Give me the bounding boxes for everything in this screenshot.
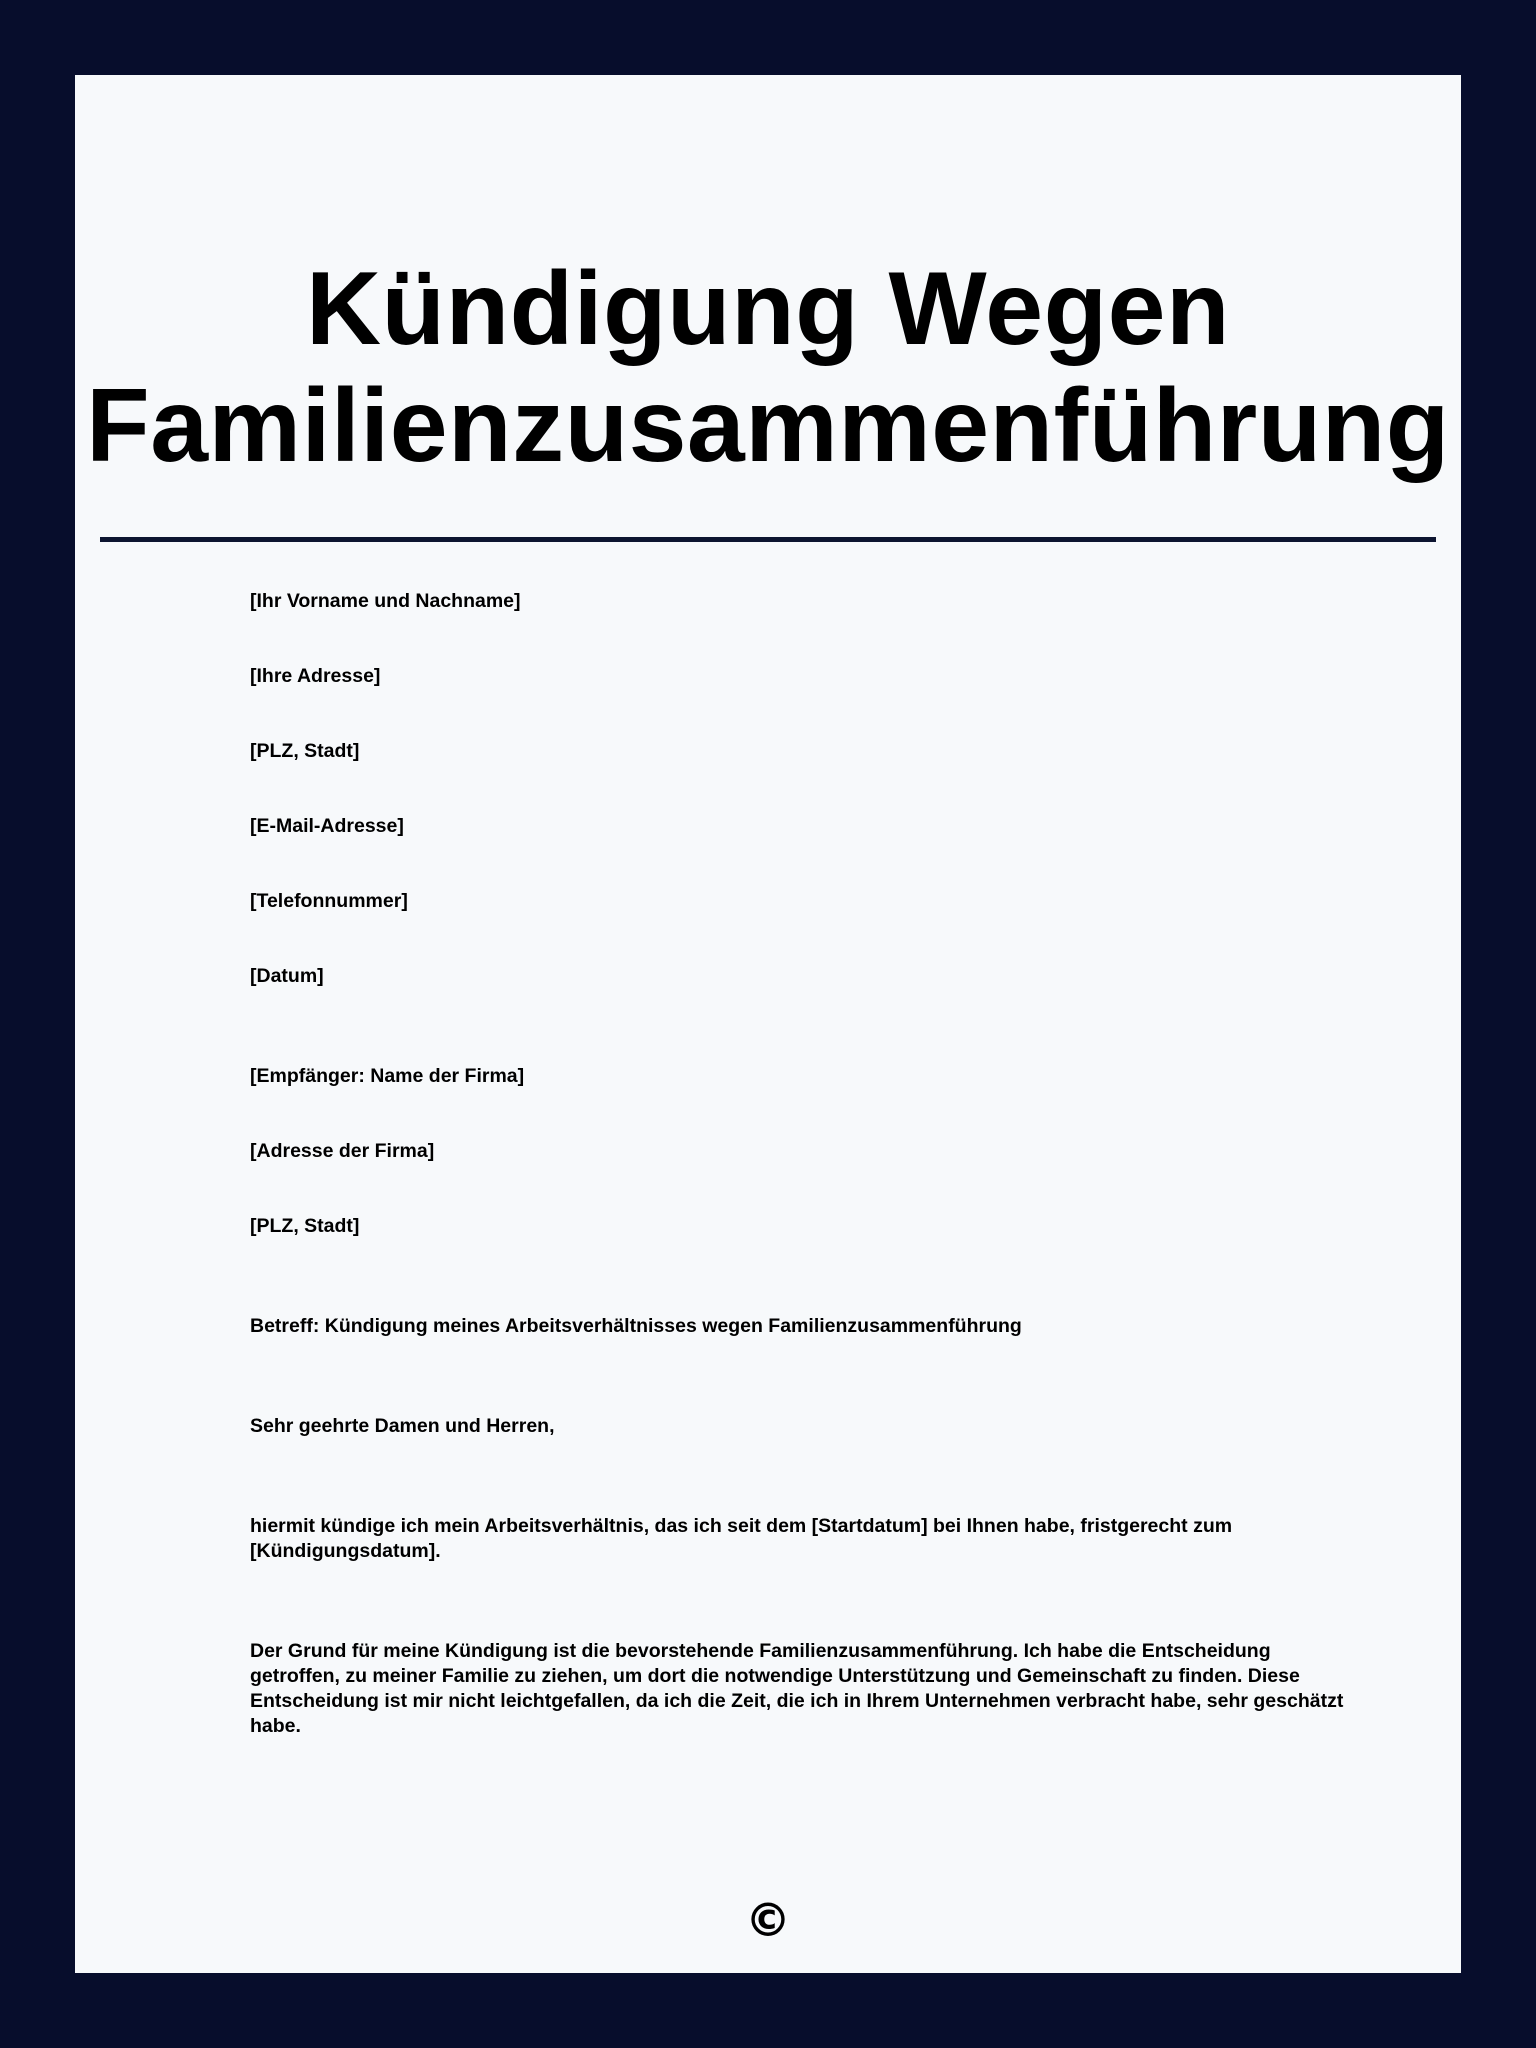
letter-date: [Datum] [250,965,324,987]
title-divider [100,537,1436,542]
title-line-1: Kündigung Wegen [305,251,1231,367]
document-title [75,75,1461,485]
recipient-company: [Empfänger: Name der Firma] [250,1065,525,1087]
copyright-symbol: © [745,1893,791,1947]
sender-email: [E-Mail-Adresse] [250,815,404,837]
sender-address: [Ihre Adresse] [250,665,381,687]
letter-salutation: Sehr geehrte Damen und Herren, [250,1415,555,1437]
document-page [75,75,1461,1973]
sender-phone: [Telefonnummer] [250,890,408,912]
recipient-address: [Adresse der Firma] [250,1140,435,1162]
title-line-2: Familienzusammenführung [86,368,1450,484]
letter-paragraph-2: Der Grund für meine Kündigung ist die bevorstehende Familienzusammenführung. Ich habe die Entscheidung getroffen, zu meiner Familie zu ziehen, um dort die notwendige Unterstützung und Gemeinschaft zu finden. Diese Entscheidung ist mir nicht leichtgefallen, da ich die Zeit, die ich in Ihrem Unternehmen verbracht habe, sehr geschätzt habe. [250,1640,1344,1737]
letter-subject: Betreff: Kündigung meines Arbeitsverhältnisses wegen Familienzusammenführung [250,1315,1022,1337]
letter-paragraph-1: hiermit kündige ich mein Arbeitsverhältnis, das ich seit dem [Startdatum] bei Ihnen habe, fristgerecht zum [Kündigungsdatum]. [250,1515,1233,1562]
recipient-city: [PLZ, Stadt] [250,1215,360,1237]
sender-name: [Ihr Vorname und Nachname] [250,590,521,612]
sender-city: [PLZ, Stadt] [250,740,360,762]
